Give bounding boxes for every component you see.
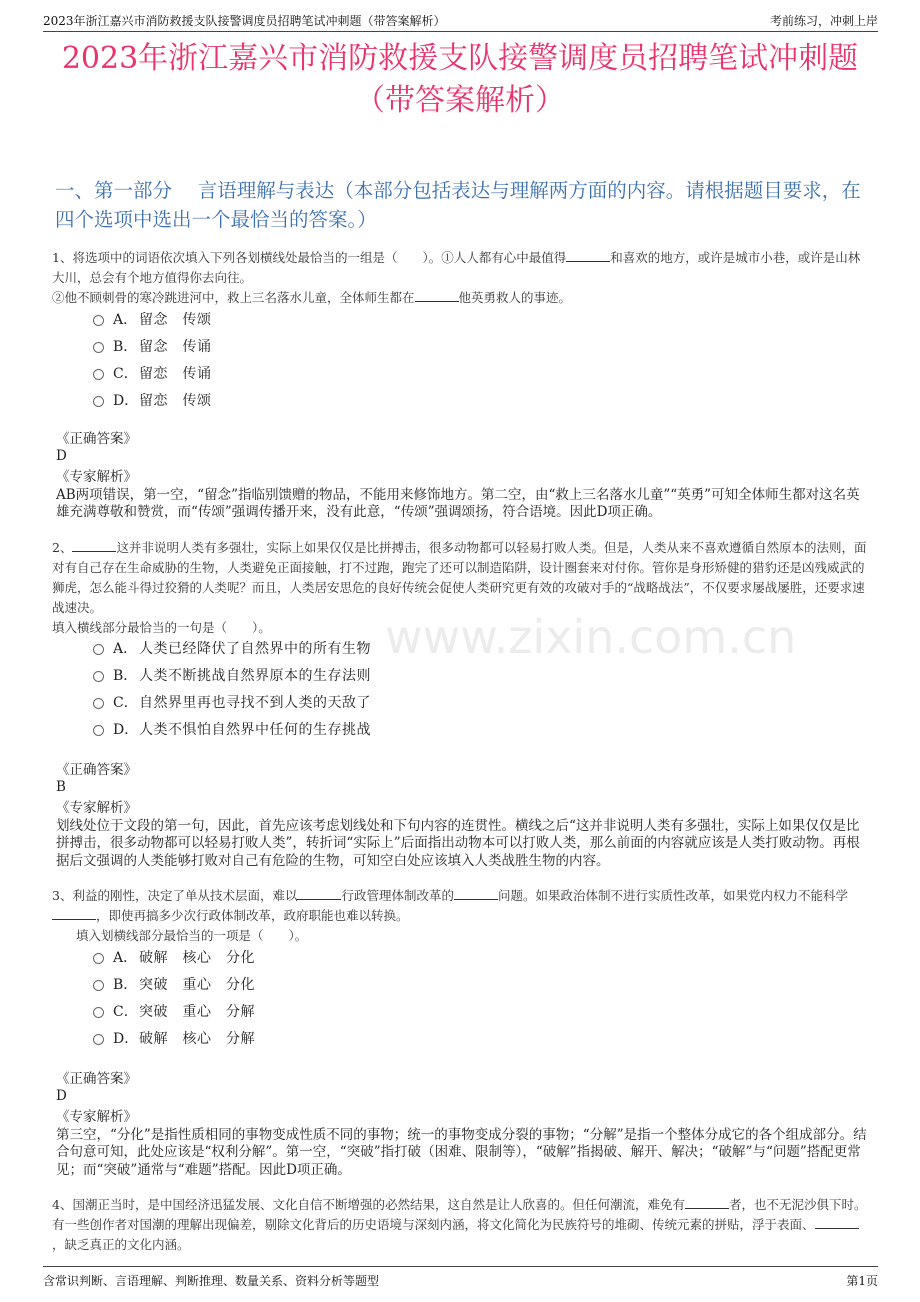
- page-title: [40, 38, 880, 122]
- option-a[interactable]: A． 破解 核心 分化: [93, 943, 255, 970]
- watermark: www.zixin.com.cn: [385, 610, 797, 664]
- section-heading: 一、第一部分 言语理解与表达（本部分包括表达与理解两方面的内容。请根据题目要求，在四个选项中选出一个最恰当的答案。）: [55, 179, 861, 231]
- option-b[interactable]: B． 人类不断挑战自然界原本的生存法则: [93, 661, 371, 688]
- explain-label: 《专家解析》: [56, 800, 137, 816]
- question-1-options: [93, 305, 212, 413]
- explanation-text: 第三空，“分化”是指性质相同的事物变成性质不同的事物；统一的事物变成分裂的事物；“分解”是指一个整体分成它的各个组成部分。结合句意可知，此处应该是“权利分解”。第一空，“突破”指打破（困难、限制等），“破解”指揭破、解开、解决；“破解”与“问题”搭配更常见；而“突破”通常与“难题”搭配。因此D项正确。: [56, 1126, 867, 1178]
- page-footer: [43, 1266, 878, 1289]
- question-3-stem: [52, 886, 870, 946]
- blank-line: [815, 1216, 859, 1229]
- option-a[interactable]: A． 人类已经降伏了自然界中的所有生物: [93, 634, 371, 661]
- question-1-stem: [52, 248, 870, 308]
- radio-icon[interactable]: [93, 953, 104, 964]
- question-1-explanation: [56, 469, 872, 522]
- explain-label: 《专家解析》: [56, 1109, 137, 1125]
- q2-stem-c: 填入横线部分最恰当的一句是（ ）。: [52, 620, 271, 635]
- option-d[interactable]: D． 破解 核心 分解: [93, 1024, 255, 1051]
- question-4-stem: [52, 1195, 870, 1255]
- title-line-1: 2023年浙江嘉兴市消防救援支队接警调度员招聘笔试冲刺题: [61, 41, 859, 76]
- radio-icon[interactable]: [93, 396, 104, 407]
- answer-label: 《正确答案》: [56, 762, 137, 778]
- q2-stem-b: 这并非说明人类有多强壮，实际上如果仅仅是比拼搏击，很多动物都可以轻易打败人类。但是，人类从来不喜欢遵循自然原本的法则，面对有自己存在生命威胁的生物，人类避免正面接触，打不过跑，跑完了还可以制造陷阱，设计圈套来对付你。管你是身形矫健的猎豹还是凶残威武的狮虎，怎么能斗得过狡猾的人类呢？而且，人类居安思危的良好传统会促使人类研究更有效的攻破对手的“战略战法”，不仅要求屡战屡胜，还要求速战速决。: [52, 540, 867, 615]
- q3-stem-d: ，即使再搞多少次行政体制改革，政府职能也难以转换。: [96, 908, 409, 923]
- q1-stem-b: 和喜欢的地方，或许是城市小巷，或许是山林大川，总会有个地方值得你去向往。: [52, 250, 861, 285]
- header-doc-title: 2023年浙江嘉兴市消防救援支队接警调度员招聘笔试冲刺题（带答案解析）: [43, 14, 446, 28]
- q4-stem-a: 4、国潮正当时，是中国经济迅猛发展、文化自信不断增强的必然结果，这自然是让人欣喜的。但任何潮流，难免有: [52, 1197, 685, 1212]
- question-3-explanation: [56, 1109, 872, 1179]
- option-c[interactable]: C． 自然界里再也寻找不到人类的天敌了: [93, 688, 371, 715]
- q4-stem-b: 者，也不无泥沙俱下时。有一些创作者对国潮的理解出现偏差，剔除文化背后的历史语境与深刻内涵，将文化简化为民族符号的堆砌、传统元素的拼贴，浮于表面、: [52, 1197, 867, 1232]
- q1-stem-c: ②他不顾刺骨的寒冷跳进河中，救上三名落水儿童，全体师生都在: [52, 290, 415, 305]
- question-2-options: [93, 634, 371, 742]
- blank-line: [454, 887, 498, 900]
- radio-icon[interactable]: [93, 980, 104, 991]
- answer-value: D: [56, 448, 67, 464]
- blank-line: [52, 907, 96, 920]
- blank-line: [566, 249, 610, 262]
- q3-stem-b: 行政管理体制改革的: [341, 888, 454, 903]
- question-2-stem: [52, 538, 870, 638]
- radio-icon[interactable]: [93, 698, 104, 709]
- header-slogan: 考前练习，冲刺上岸: [769, 14, 878, 28]
- radio-icon[interactable]: [93, 644, 104, 655]
- page-header: [43, 9, 878, 32]
- question-1-answer: [56, 431, 872, 465]
- radio-icon[interactable]: [93, 1007, 104, 1018]
- q2-stem-a: 2、: [52, 540, 73, 555]
- radio-icon[interactable]: [93, 315, 104, 326]
- question-3-answer: [56, 1071, 872, 1105]
- explanation-text: 划线处位于文段的第一句，因此，首先应该考虑划线处和下句内容的连贯性。横线之后“这并非说明人类有多强壮，实际上如果仅仅是比拼搏击，很多动物都可以轻易打败人类”，转折词“实际上”后面指出动物本可以打败人类，那么前面的内容就应该是人类打败动物。再根据后文强调的人类能够打败对自己有危险的生物，可知空白处应该填入人类战胜生物的内容。: [56, 817, 860, 869]
- blank-line: [297, 887, 341, 900]
- explanation-text: AB两项错误，第一空，“留念”指临别馈赠的物品，不能用来修饰地方。第二空，由“救上三名落水儿童”“英勇”可知全体师生都对这名英雄充满尊敬和赞赏，而“传颂”强调传播开来，没有此意，“传颂”强调颂扬，符合语境。因此D项正确。: [56, 486, 860, 520]
- title-line-2: （带答案解析）: [355, 83, 565, 118]
- option-b[interactable]: B． 突破 重心 分化: [93, 970, 255, 997]
- answer-label: 《正确答案》: [56, 431, 137, 447]
- q1-stem-d: 他英勇救人的事迹。: [458, 290, 572, 305]
- option-a[interactable]: A． 留念 传颂: [93, 305, 212, 332]
- footer-topics: 含常识判断、言语理解、判断推理、数量关系、资料分析等题型: [43, 1274, 380, 1288]
- radio-icon[interactable]: [93, 369, 104, 380]
- answer-label: 《正确答案》: [56, 1071, 137, 1087]
- explain-label: 《专家解析》: [56, 469, 137, 485]
- blank-line: [685, 1196, 729, 1209]
- radio-icon[interactable]: [93, 725, 104, 736]
- question-3-options: [93, 943, 255, 1051]
- question-2-answer: [56, 762, 872, 796]
- blank-line: [72, 539, 116, 552]
- radio-icon[interactable]: [93, 1034, 104, 1045]
- q3-stem-c: 问题。如果政治体制不进行实质性改革，如果党内权力不能科学: [497, 888, 848, 903]
- q1-stem-a: 1、将选项中的词语依次填入下列各划横线处最恰当的一组是（ ）。①人人都有心中最值得: [52, 250, 567, 265]
- option-b[interactable]: B． 留念 传诵: [93, 332, 212, 359]
- answer-value: B: [56, 779, 66, 795]
- q4-stem-c: ，缺乏真正的文化内涵。: [52, 1237, 190, 1252]
- radio-icon[interactable]: [93, 342, 104, 353]
- option-d[interactable]: D． 人类不惧怕自然界中任何的生存挑战: [93, 715, 371, 742]
- q3-stem-e: 填入划横线部分最恰当的一项是（ ）。: [76, 928, 308, 943]
- radio-icon[interactable]: [93, 671, 104, 682]
- page-number: 第1页: [846, 1274, 878, 1288]
- option-c[interactable]: C． 留恋 传诵: [93, 359, 212, 386]
- question-2-explanation: [56, 800, 872, 870]
- option-d[interactable]: D． 留恋 传颂: [93, 386, 212, 413]
- blank-line: [415, 289, 459, 302]
- option-c[interactable]: C． 突破 重心 分解: [93, 997, 255, 1024]
- answer-value: D: [56, 1088, 67, 1104]
- q3-stem-a: 3、利益的刚性，决定了单从技术层面，难以: [52, 888, 298, 903]
